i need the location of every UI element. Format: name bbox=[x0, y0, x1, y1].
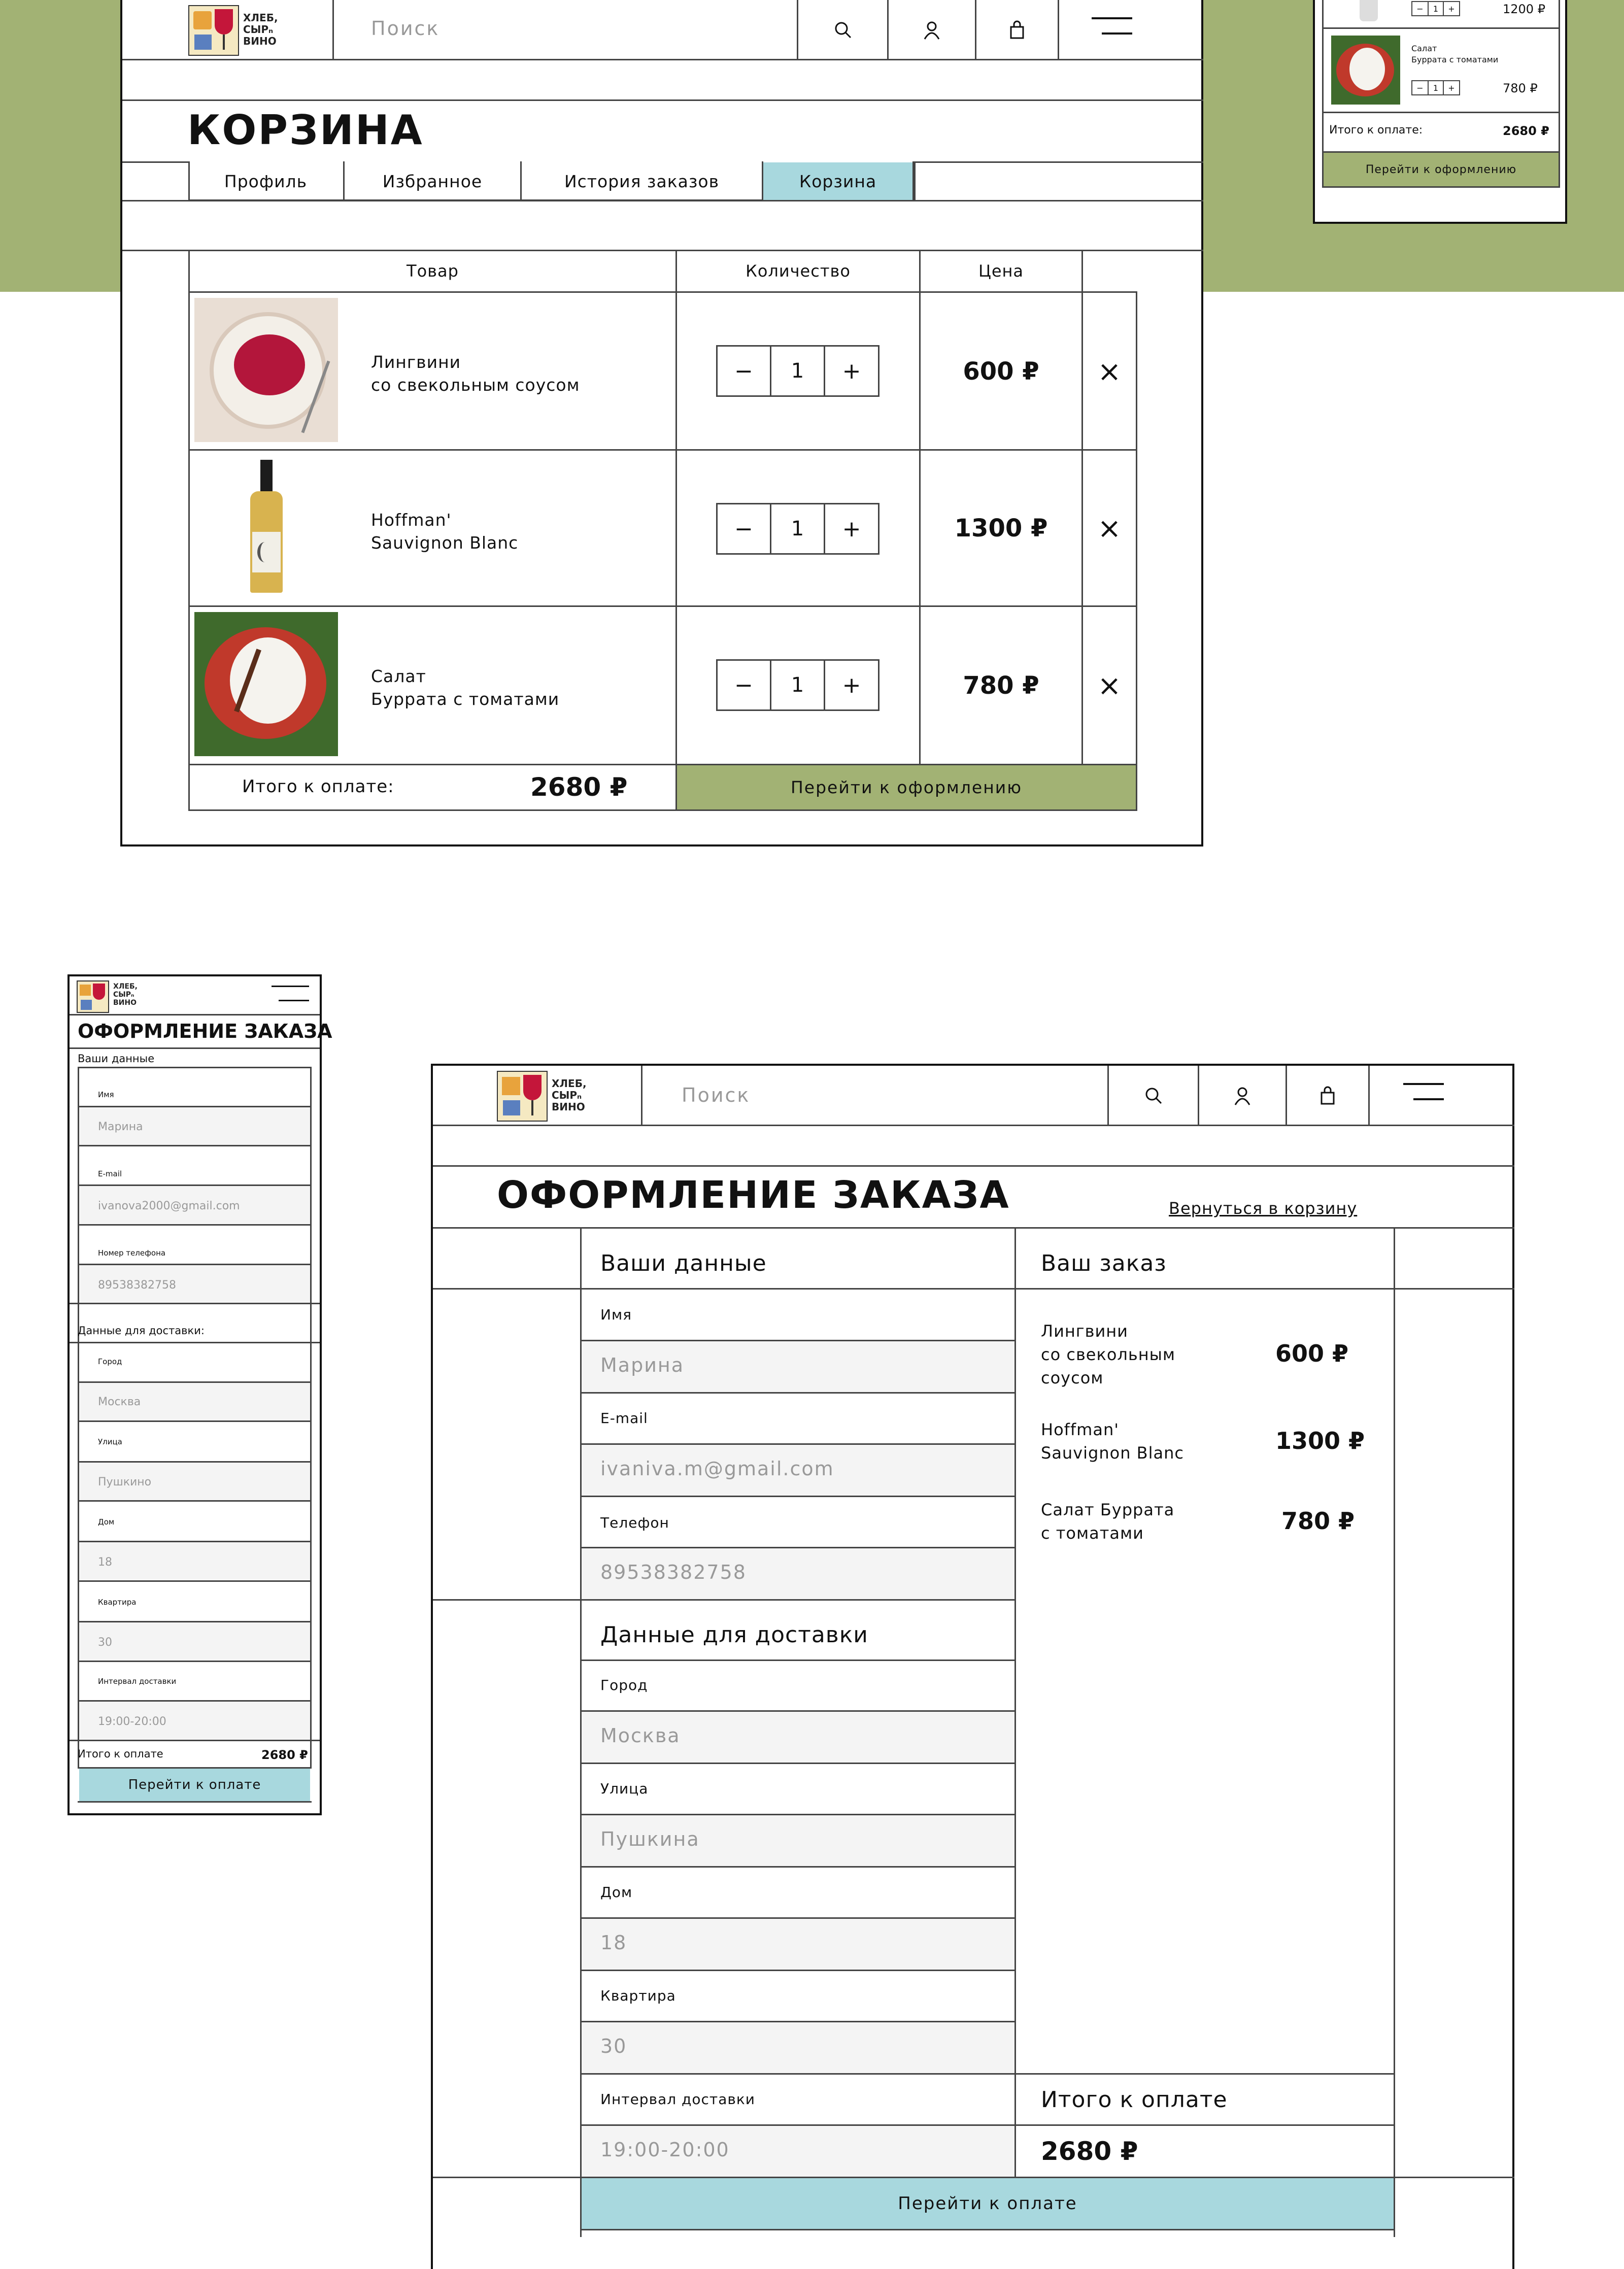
order-item-price: 1300 ₽ bbox=[1275, 1427, 1365, 1454]
field-label: Телефон bbox=[600, 1514, 669, 1531]
name-field[interactable]: Марина bbox=[600, 1354, 685, 1376]
field-label: Город bbox=[98, 1357, 122, 1366]
street-field[interactable]: Пушкино bbox=[98, 1476, 152, 1488]
field-label: Улица bbox=[600, 1780, 649, 1797]
product-name[interactable]: Лингвини bbox=[371, 352, 461, 372]
cart-page-frame bbox=[120, 0, 1203, 846]
close-icon[interactable]: × bbox=[1097, 669, 1122, 702]
field-label: Имя bbox=[600, 1306, 632, 1323]
field-label: Имя bbox=[98, 1090, 114, 1099]
back-to-cart-link[interactable]: Вернуться в корзину bbox=[1169, 1199, 1358, 1218]
city-field[interactable]: Москва bbox=[600, 1724, 681, 1747]
minus-icon[interactable]: − bbox=[734, 672, 753, 698]
total-value: 2680 ₽ bbox=[1041, 2137, 1138, 2166]
table-row bbox=[188, 451, 1137, 606]
total-label: Итого к оплате: bbox=[1329, 124, 1423, 137]
search-input[interactable]: Поиск bbox=[371, 17, 440, 40]
email-field[interactable]: ivanova2000@gmail.com bbox=[98, 1200, 240, 1212]
order-item bbox=[1041, 1500, 1376, 1551]
section-title-your-data: Ваши данные bbox=[78, 1053, 155, 1065]
field-label: E-mail bbox=[600, 1410, 648, 1427]
search-icon[interactable] bbox=[798, 0, 887, 60]
pay-button[interactable]: Перейти к оплате bbox=[582, 2178, 1394, 2229]
column-header-quantity: Количество bbox=[746, 261, 851, 281]
product-name[interactable]: Салат bbox=[371, 666, 426, 686]
minus-icon[interactable]: − bbox=[1416, 4, 1424, 14]
minus-icon[interactable]: − bbox=[734, 516, 753, 542]
product-image[interactable] bbox=[194, 456, 338, 600]
menu-icon[interactable] bbox=[1092, 17, 1132, 38]
menu-icon[interactable] bbox=[1403, 1083, 1444, 1103]
tab-cart[interactable]: Корзина bbox=[763, 162, 912, 200]
order-item-name-line2: Sauvignon Blanc bbox=[1041, 1443, 1184, 1463]
email-field[interactable]: ivaniva.m@gmail.com bbox=[600, 1458, 834, 1480]
tab-profile[interactable]: Профиль bbox=[224, 171, 308, 191]
minus-icon[interactable]: − bbox=[734, 358, 753, 384]
field-label: Улица bbox=[98, 1437, 122, 1446]
bag-icon[interactable] bbox=[1287, 1066, 1368, 1126]
total-value: 2680 ₽ bbox=[261, 1748, 308, 1762]
order-item-price: 780 ₽ bbox=[1281, 1507, 1355, 1535]
checkout-button[interactable]: Перейти к оформлению bbox=[1324, 153, 1559, 186]
product-image[interactable] bbox=[1360, 0, 1378, 21]
section-title-your-data: Ваши данные bbox=[600, 1250, 767, 1276]
minus-icon[interactable]: − bbox=[1416, 83, 1424, 93]
logo-text: ХЛЕБ, СЫРₙ ВИНО bbox=[243, 12, 278, 47]
item-price: 1300 ₽ bbox=[954, 514, 1048, 543]
street-field[interactable]: Пушкина bbox=[600, 1828, 700, 1850]
order-item-name: Лингвини bbox=[1041, 1322, 1128, 1341]
house-field[interactable]: 18 bbox=[98, 1556, 112, 1569]
tab-order-history[interactable]: История заказов bbox=[564, 171, 720, 191]
plus-icon[interactable]: + bbox=[842, 672, 861, 698]
page-title: ОФОРМЛЕНИЕ ЗАКАЗА bbox=[497, 1173, 1010, 1217]
item-price: 780 ₽ bbox=[1503, 81, 1538, 95]
brand-logo[interactable] bbox=[77, 980, 153, 1013]
brand-logo[interactable] bbox=[188, 5, 280, 56]
tab-favorites[interactable]: Избранное bbox=[382, 171, 483, 191]
item-price: 1200 ₽ bbox=[1503, 2, 1545, 16]
field-label: Интервал доставки bbox=[600, 2091, 755, 2108]
product-image[interactable] bbox=[1331, 36, 1400, 105]
total-value: 2680 ₽ bbox=[1503, 124, 1549, 138]
field-label: Номер телефона bbox=[98, 1248, 166, 1258]
quantity-value[interactable]: 1 bbox=[791, 517, 804, 540]
product-name-line2: Буррата с томатами bbox=[1411, 55, 1499, 64]
close-icon[interactable]: × bbox=[1097, 512, 1122, 545]
order-item-name-line2: с томатами bbox=[1041, 1523, 1144, 1543]
quantity-value[interactable]: 1 bbox=[791, 359, 804, 383]
quantity-value[interactable]: 1 bbox=[1428, 81, 1444, 94]
apartment-field[interactable]: 30 bbox=[98, 1636, 112, 1649]
product-name-line2: Буррата с томатами bbox=[371, 689, 560, 709]
logo-text: ХЛЕБ, СЫРₙ ВИНО bbox=[552, 1077, 587, 1113]
city-field[interactable]: Москва bbox=[98, 1396, 141, 1408]
name-field[interactable]: Марина bbox=[98, 1121, 143, 1133]
order-item-name: Hoffman' bbox=[1041, 1420, 1120, 1439]
bag-icon[interactable] bbox=[976, 0, 1058, 60]
product-name[interactable]: Hoffman' bbox=[371, 510, 452, 530]
order-item bbox=[1041, 1322, 1376, 1398]
table-row bbox=[188, 293, 1137, 450]
field-label: Интервал доставки bbox=[98, 1677, 177, 1686]
delivery-interval-field[interactable]: 19:00-20:00 bbox=[600, 2139, 730, 2161]
field-label: Город bbox=[600, 1677, 648, 1694]
order-item-price: 600 ₽ bbox=[1275, 1340, 1349, 1367]
total-label: Итого к оплате bbox=[1041, 2087, 1228, 2113]
column-header-product: Товар bbox=[407, 261, 459, 281]
total-value: 2680 ₽ bbox=[530, 772, 628, 802]
quantity-value[interactable]: 1 bbox=[791, 673, 804, 697]
plus-icon[interactable]: + bbox=[1448, 4, 1455, 14]
logo-text: ХЛЕБ, СЫРₙ ВИНО bbox=[113, 983, 138, 1007]
page-title: КОРЗИНА bbox=[187, 107, 424, 154]
field-label: Квартира bbox=[98, 1598, 137, 1607]
close-icon[interactable]: × bbox=[1097, 355, 1122, 388]
menu-icon[interactable] bbox=[272, 986, 309, 1004]
order-item bbox=[1041, 1420, 1376, 1471]
user-icon[interactable] bbox=[889, 0, 975, 60]
product-image[interactable] bbox=[194, 298, 338, 442]
quantity-value[interactable]: 1 bbox=[1428, 2, 1444, 15]
product-name-line2: Sauvignon Blanc bbox=[371, 533, 519, 553]
search-input[interactable]: Поиск bbox=[682, 1084, 751, 1106]
section-title-delivery: Данные для доставки bbox=[600, 1622, 868, 1648]
desktop-checkout-frame bbox=[431, 1064, 1514, 2269]
user-icon[interactable] bbox=[1199, 1066, 1285, 1126]
page-title: ОФОРМЛЕНИЕ ЗАКАЗА bbox=[78, 1020, 332, 1042]
search-icon[interactable] bbox=[1109, 1066, 1198, 1126]
checkout-button[interactable]: Перейти к оформлению bbox=[677, 765, 1136, 809]
field-label: Дом bbox=[98, 1517, 115, 1527]
column-header-price: Цена bbox=[978, 261, 1024, 281]
pay-button[interactable]: Перейти к оплате bbox=[79, 1769, 310, 1801]
field-label: Квартира bbox=[600, 1987, 676, 2004]
brand-logo[interactable] bbox=[497, 1071, 588, 1122]
table-row bbox=[188, 607, 1137, 764]
section-title-your-order: Ваш заказ bbox=[1041, 1250, 1167, 1276]
house-field[interactable]: 18 bbox=[600, 1932, 627, 1954]
section-title-delivery: Данные для доставки: bbox=[78, 1325, 205, 1337]
order-item-name-line3: соусом bbox=[1041, 1368, 1104, 1387]
phone-field[interactable]: 89538382758 bbox=[600, 1561, 747, 1583]
item-price: 780 ₽ bbox=[963, 671, 1039, 700]
item-price: 600 ₽ bbox=[963, 357, 1039, 386]
order-item-name-line2: со свекольным bbox=[1041, 1345, 1176, 1364]
phone-field[interactable]: 89538382758 bbox=[98, 1279, 176, 1292]
product-name[interactable]: Салат bbox=[1411, 44, 1437, 53]
plus-icon[interactable]: + bbox=[1448, 83, 1455, 93]
product-name-line2: со свекольным соусом bbox=[371, 375, 580, 395]
field-label: Дом bbox=[600, 1884, 633, 1901]
order-item-name: Салат Буррата bbox=[1041, 1500, 1175, 1519]
field-label: E-mail bbox=[98, 1169, 122, 1178]
plus-icon[interactable]: + bbox=[842, 358, 861, 384]
plus-icon[interactable]: + bbox=[842, 516, 861, 542]
mobile-checkout-frame bbox=[67, 974, 332, 1815]
product-image[interactable] bbox=[194, 612, 338, 756]
apartment-field[interactable]: 30 bbox=[600, 2035, 627, 2057]
mini-cart-frame bbox=[1313, 0, 1567, 224]
total-label: Итого к оплате bbox=[78, 1748, 163, 1760]
delivery-interval-field[interactable]: 19:00-20:00 bbox=[98, 1715, 166, 1728]
total-label: Итого к оплате: bbox=[242, 776, 394, 797]
